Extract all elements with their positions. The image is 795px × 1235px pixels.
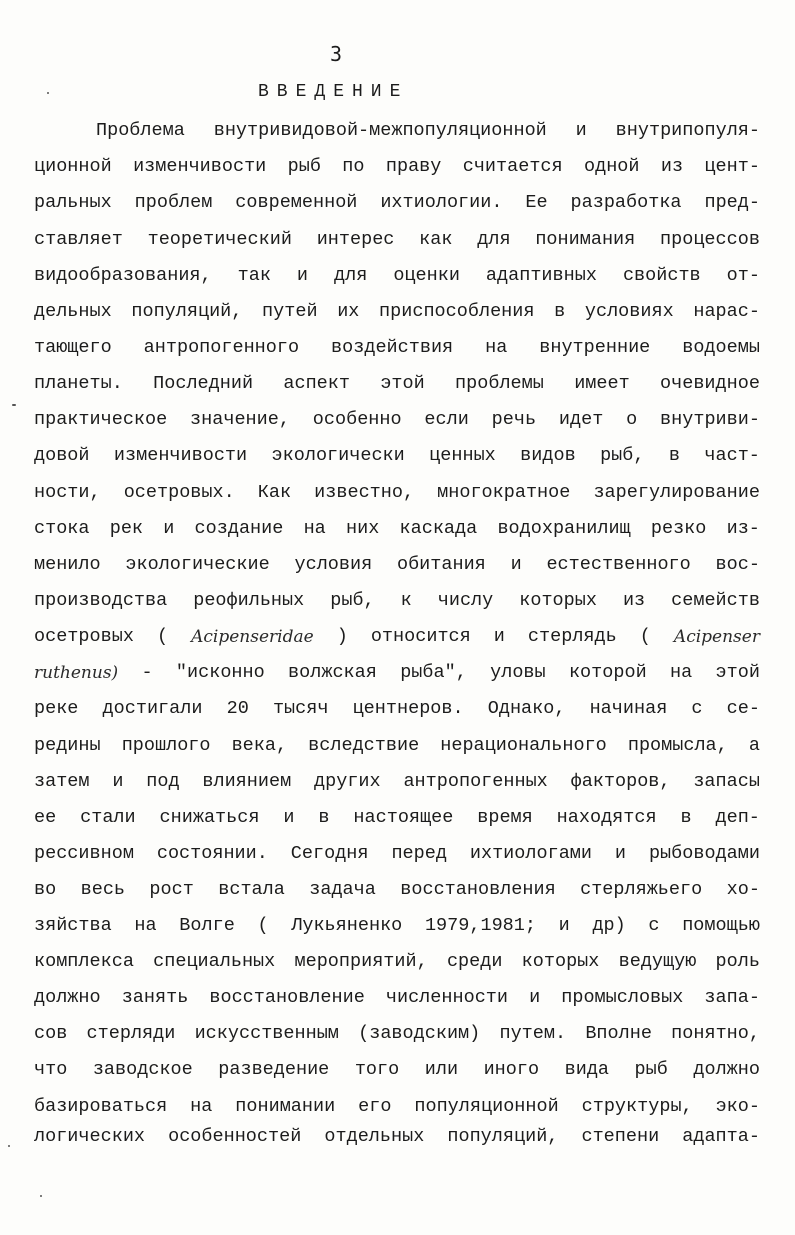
text-line: Проблема внутривидовой-межпопуляционной и внутрипопуля-	[96, 120, 760, 141]
text-line: ности, осетровых. Как известно, многократное зарегулирование	[34, 482, 760, 503]
page-number: 3	[330, 42, 343, 66]
text-line: логических особенностей отдельных популяций, степени адапта-	[34, 1126, 760, 1147]
text-line: видообразования, так и для оценки адаптивных свойств от-	[34, 265, 760, 286]
text-line: рессивном состоянии. Сегодня перед ихтиологами и рыбоводами	[34, 843, 760, 864]
text-line: редины прошлого века, вследствие нерационального промысла, а	[34, 735, 760, 756]
text-line: ральных проблем современной ихтиологии. Ее разработка пред-	[34, 192, 760, 213]
text-line: осетровых ( Acipenseridae ) относится и стерлядь ( Acipenser	[34, 626, 760, 647]
scan-speck	[40, 1195, 42, 1197]
text-line: ее стали снижаться и в настоящее время находятся в деп-	[34, 807, 760, 828]
scan-speck	[47, 92, 49, 94]
text-line: реке достигали 20 тысяч центнеров. Однако, начиная с се-	[34, 698, 760, 719]
scan-speck	[12, 404, 16, 406]
text-line: планеты. Последний аспект этой проблемы имеет очевидное	[34, 373, 760, 394]
text-line: во весь рост встала задача восстановления стерляжьего хо-	[34, 879, 760, 900]
text-line: практическое значение, особенно если речь идет о внутриви-	[34, 409, 760, 430]
text-line: менило экологические условия обитания и естественного вос-	[34, 554, 760, 575]
text-line: должно занять восстановление численности и промысловых запа-	[34, 987, 760, 1008]
text-line: стока рек и создание на них каскада водохранилищ резко из-	[34, 518, 760, 539]
text-line: затем и под влиянием других антропогенных факторов, запасы	[34, 771, 760, 792]
text-line: ruthenus) - "исконно волжская рыба", уловы которой на этой	[34, 662, 760, 683]
text-line: ставляет теоретический интерес как для понимания процессов	[34, 229, 760, 250]
text-line: базироваться на понимании его популяционной структуры, эко-	[34, 1096, 760, 1117]
text-line: сов стерляди искусственным (заводским) путем. Вполне понятно,	[34, 1023, 760, 1044]
text-line: дельных популяций, путей их приспособления в условиях нарас-	[34, 301, 760, 322]
scan-speck	[8, 1145, 10, 1147]
text-line: тающего антропогенного воздействия на внутренние водоемы	[34, 337, 760, 358]
section-heading: ВВЕДЕНИЕ	[258, 82, 409, 102]
text-line: комплекса специальных мероприятий, среди которых ведущую роль	[34, 951, 760, 972]
text-line: зяйства на Волге ( Лукьяненко 1979,1981; и др) с помощью	[34, 915, 760, 936]
text-line: довой изменчивости экологически ценных видов рыб, в част-	[34, 445, 760, 466]
text-line: ционной изменчивости рыб по праву считается одной из цент-	[34, 156, 760, 177]
text-line: производства реофильных рыб, к числу которых из семейств	[34, 590, 760, 611]
text-line: что заводское разведение того или иного вида рыб должно	[34, 1059, 760, 1080]
